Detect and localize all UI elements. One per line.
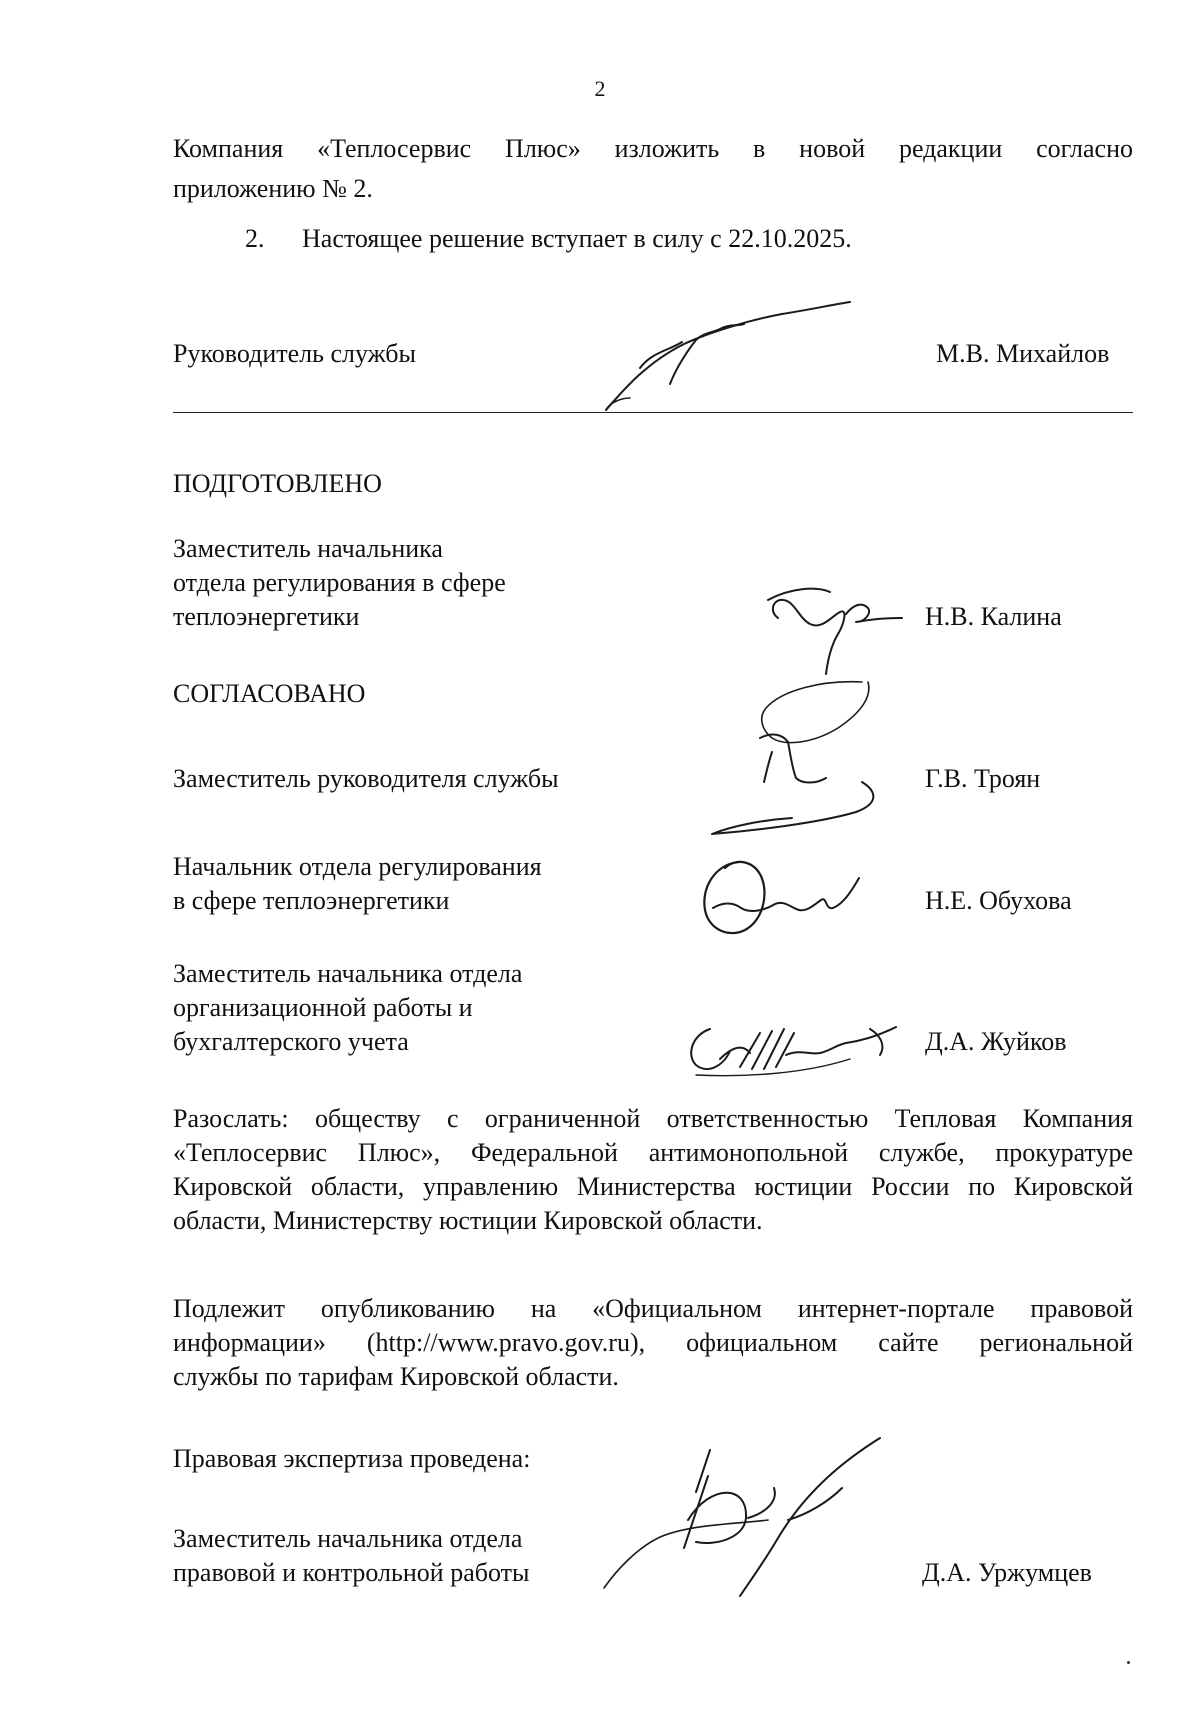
signer-2-name: Н.Е. Обухова (925, 886, 1072, 915)
signature-troyan (672, 672, 932, 842)
signer-3-name: Д.А. Жуйков (925, 1027, 1067, 1056)
publication-line-2: информации» (http://www.pravo.gov.ru), официальном сайте региональной (173, 1328, 1133, 1357)
signer-3-position-line-2: организационной работы и (173, 993, 473, 1022)
signer-1-position-line-1: Заместитель руководителя службы (173, 764, 559, 793)
prepared-position-line-1: Заместитель начальника (173, 534, 443, 563)
legal-review-position-line-1: Заместитель начальника отдела (173, 1524, 523, 1553)
signature-obukhova (695, 848, 865, 948)
speck-dot (1127, 1661, 1130, 1664)
signer-1-name: Г.В. Троян (925, 764, 1041, 793)
prepared-heading: ПОДГОТОВЛЕНО (173, 469, 382, 498)
publication-line-1: Подлежит опубликованию на «Официальном интернет-портале правовой (173, 1294, 1133, 1323)
legal-review-heading: Правовая экспертиза проведена: (173, 1444, 531, 1473)
signer-2-position-line-2: в сфере теплоэнергетики (173, 886, 450, 915)
prepared-name: Н.В. Калина (925, 602, 1062, 631)
intro-line-2: приложению № 2. (173, 174, 373, 203)
distribution-line-2: «Теплосервис Плюс», Федеральной антимонопольной службе, прокуратуре (173, 1138, 1133, 1167)
signer-3-position-line-3: бухгалтерского учета (173, 1027, 409, 1056)
signature-mikhailov (600, 298, 860, 418)
distribution-line-4: области, Министерству юстиции Кировской области. (173, 1206, 763, 1235)
head-position: Руководитель службы (173, 339, 416, 368)
intro-line-1: Компания «Теплосервис Плюс» изложить в новой редакции согласно (173, 134, 1133, 163)
distribution-line-3: Кировской области, управлению Министерства юстиции России по Кировской (173, 1172, 1133, 1201)
legal-review-position-line-2: правовой и контрольной работы (173, 1558, 530, 1587)
distribution-line-1: Разослать: обществу с ограниченной ответственностью Тепловая Компания (173, 1104, 1133, 1133)
item-2-text: Настоящее решение вступает в силу с 22.10.2025. (302, 224, 852, 253)
signature-zhuykov (680, 1005, 910, 1085)
item-2-number: 2. (245, 224, 265, 253)
head-name: М.В. Михайлов (936, 339, 1110, 368)
prepared-position-line-2: отдела регулирования в сфере (173, 568, 506, 597)
signer-3-position-line-1: Заместитель начальника отдела (173, 959, 523, 988)
publication-line-3: службы по тарифам Кировской области. (173, 1362, 619, 1391)
signature-urzhumtsev (598, 1428, 898, 1603)
separator-line (173, 412, 1133, 413)
agreed-heading: СОГЛАСОВАНО (173, 679, 366, 708)
signer-2-position-line-1: Начальник отдела регулирования (173, 852, 542, 881)
page-number: 2 (594, 76, 606, 101)
prepared-position-line-3: теплоэнергетики (173, 602, 360, 631)
legal-review-name: Д.А. Уржумцев (922, 1558, 1092, 1587)
